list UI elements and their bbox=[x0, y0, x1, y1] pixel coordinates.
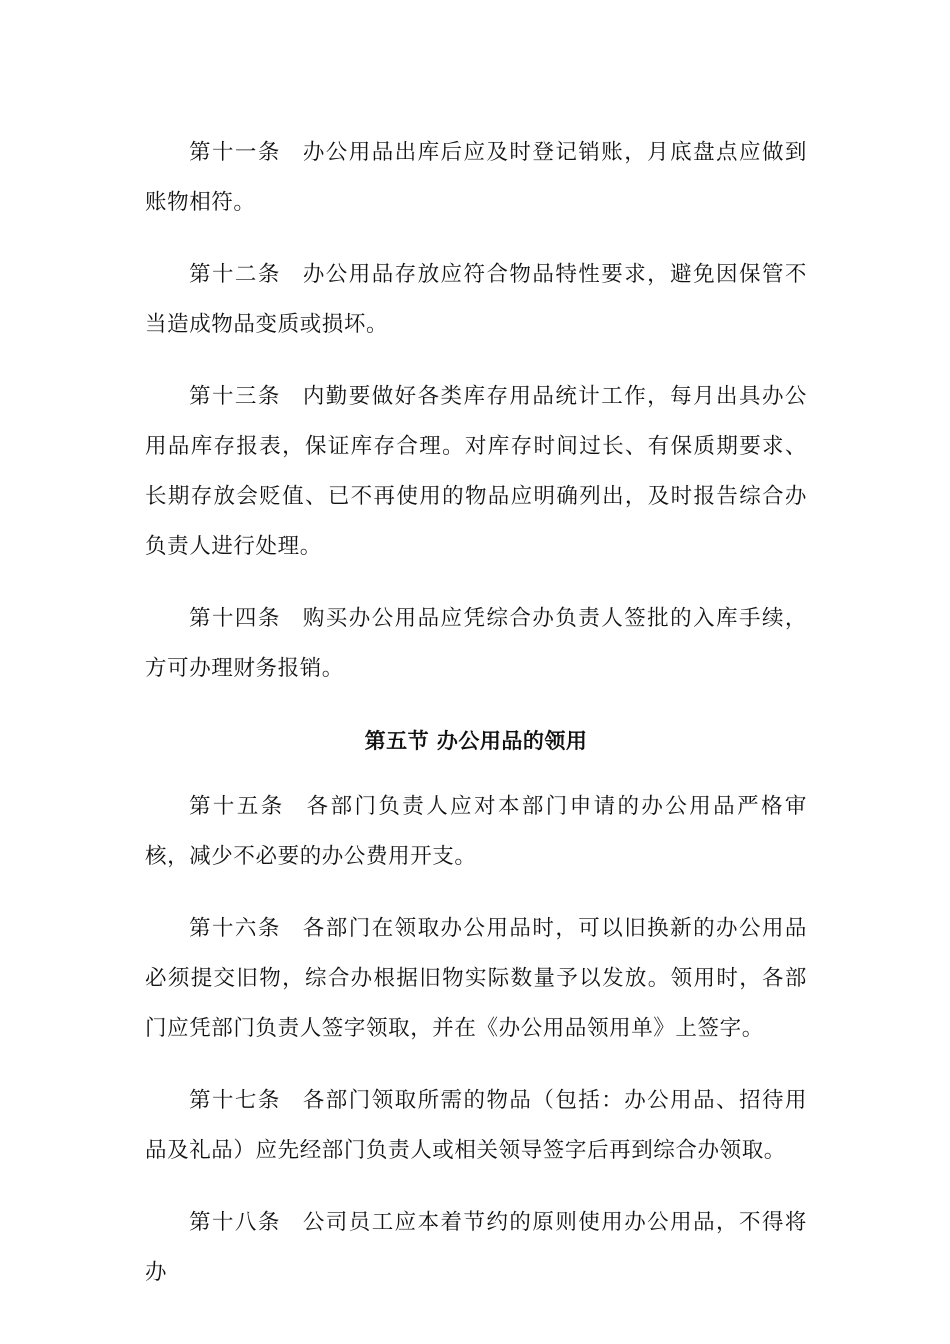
article-number: 第十三条 bbox=[189, 384, 281, 409]
article-12 bbox=[145, 250, 807, 350]
article-text: 各部门负责人应对本部门申请的办公用品严格审核，减少不必要的办公费用开支。 bbox=[145, 794, 807, 869]
document-body bbox=[145, 128, 807, 1320]
article-number: 第十七条 bbox=[189, 1088, 281, 1113]
article-text: 各部门在领取办公用品时，可以旧换新的办公用品必须提交旧物，综合办根据旧物实际数量予以发放。领用时，各部门应凭部门负责人签字领取，并在《办公用品领用单》上签字。 bbox=[145, 916, 807, 1041]
article-number: 第十四条 bbox=[189, 606, 281, 631]
article-11 bbox=[145, 128, 807, 228]
section-title: 第五节 办公用品的领用 bbox=[364, 729, 588, 753]
article-number: 第十六条 bbox=[189, 916, 281, 941]
article-16 bbox=[145, 904, 807, 1054]
article-text: 公司员工应本着节约的原则使用办公用品，不得将办 bbox=[145, 1210, 807, 1285]
article-18 bbox=[145, 1198, 807, 1298]
article-number: 第十五条 bbox=[189, 794, 285, 819]
article-text: 办公用品出库后应及时登记销账，月底盘点应做到账物相符。 bbox=[145, 140, 807, 215]
article-text: 购买办公用品应凭综合办负责人签批的入库手续，方可办理财务报销。 bbox=[145, 606, 807, 681]
article-15 bbox=[145, 782, 807, 882]
article-text: 办公用品存放应符合物品特性要求，避免因保管不当造成物品变质或损坏。 bbox=[145, 262, 807, 337]
article-14 bbox=[145, 594, 807, 694]
article-text: 各部门领取所需的物品（包括：办公用品、招待用品及礼品）应先经部门负责人或相关领导签字后再到综合办领取。 bbox=[145, 1088, 807, 1163]
article-number: 第十八条 bbox=[189, 1210, 281, 1235]
article-number: 第十二条 bbox=[189, 262, 281, 287]
article-17 bbox=[145, 1076, 807, 1176]
article-number: 第十一条 bbox=[189, 140, 281, 165]
article-13 bbox=[145, 372, 807, 572]
article-text: 内勤要做好各类库存用品统计工作，每月出具办公用品库存报表，保证库存合理。对库存时间过长、有保质期要求、长期存放会贬值、已不再使用的物品应明确列出，及时报告综合办负责人进行处理。 bbox=[145, 384, 807, 559]
